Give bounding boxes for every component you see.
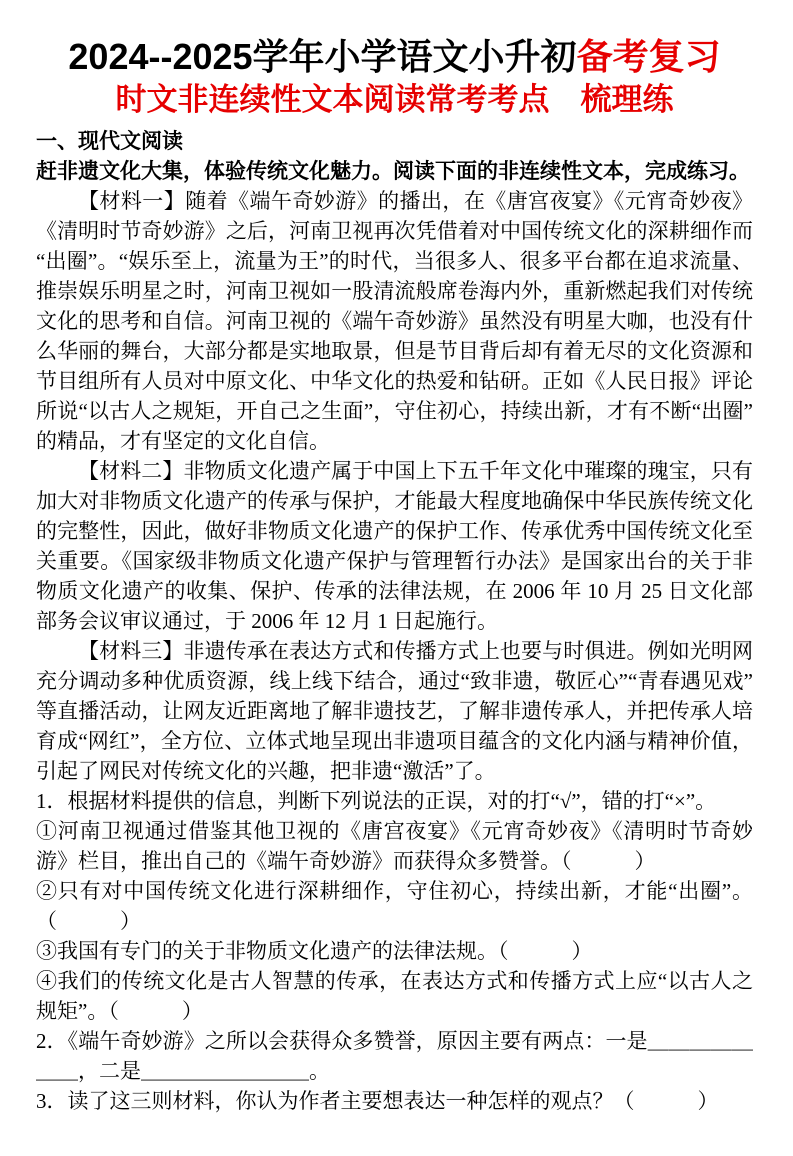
material-2-label: 【材料二】: [78, 459, 184, 484]
doc-title-black-part: 2024--2025学年小学语文小升初: [68, 36, 577, 77]
section-heading: 一、现代文阅读: [36, 129, 183, 154]
doc-title: [36, 34, 753, 79]
question-1-item-3: ③我国有专门的关于非物质文化遗产的法律法规。（ ）: [36, 939, 593, 964]
question-1-item-2: ②只有对中国传统文化进行深耕细作，守住初心，持续出新，才能“出圈”。（ ）: [36, 879, 753, 934]
doc-title-red-part: 备考复习: [576, 36, 721, 77]
material-1-text: 随着《端午奇妙游》的播出，在《唐宫夜宴》《元宵奇妙夜》《清明时节奇妙游》之后，河南卫视再次凭借着对中国传统文化的深耕细作而“出圈”。“娱乐至上，流量为王”的时代，当很多人、很多平台都在追求流量、推崇娱乐明星之时，河南卫视如一股清流般席卷海内外，重新燃起我们对传统文化的思考和自信。河南卫视的《端午奇妙游》虽然没有明星大咖，也没有什么华丽的舞台，大部分都是实地取景，但是节目背后却有着无尽的文化资源和节目组所有人员对中原文化、中华文化的热爱和钻研。正如《人民日报》评论所说“以古人之规矩，开自己之生面”，守住初心，持续出新，才有不断“出圈”的精品，才有坚定的文化自信。: [36, 189, 754, 454]
question-1-stem: 1．根据材料提供的信息，判断下列说法的正误，对的打“√”，错的打“×”。: [36, 789, 717, 814]
doc-subtitle: 时文非连续性文本阅读常考考点 梳理练: [115, 82, 674, 117]
material-1-label: 【材料一】: [78, 189, 186, 214]
material-3-label: 【材料三】: [78, 639, 184, 664]
material-3-text: 非遗传承在表达方式和传播方式上也要与时俱进。例如光明网充分调动多种优质资源，线上线下结合，通过“致非遗，敬匠心”“青春遇见戏”等直播活动，让网友近距离地了解非遗技艺，了解非遗传承人，并把传承人培育成“网红”，全方位、立体式地呈现出非遗项目蕴含的文化内涵与精神价值，引起了网民对传统文化的兴趣，把非遗“激活”了。: [36, 639, 753, 784]
material-2: [36, 456, 753, 636]
material-3: [36, 636, 753, 786]
material-1: [36, 186, 753, 456]
material-2-text: 非物质文化遗产属于中国上下五千年文化中璀璨的瑰宝，只有加大对非物质文化遗产的传承与保护，才能最大程度地确保中华民族传统文化的完整性，因此，做好非物质文化遗产的保护工作、传承优秀中国传统文化至关重要。《国家级非物质文化遗产保护与管理暂行办法》是国家出台的关于非物质文化遗产的收集、保护、传承的法律法规，在 2006 年 10 月 25 日文化部部务会议审议通过，于 2006 年 12 月 1 日起施行。: [36, 459, 753, 634]
question-1-item-1: ①河南卫视通过借鉴其他卫视的《唐宫夜宴》《元宵奇妙夜》《清明时节奇妙游》栏目，推出自己的《端午奇妙游》而获得众多赞誉。（ ）: [36, 819, 753, 874]
question-3: 3．读了这三则材料，你认为作者主要想表达一种怎样的观点？（ ）: [36, 1089, 719, 1114]
intro-line: 赶非遗文化大集，体验传统文化魅力。阅读下面的非连续性文本，完成练习。: [36, 159, 750, 184]
question-2: 2．《端午奇妙游》之所以会获得众多赞誉，原因主要有两点：一是＿＿＿＿＿＿＿，二是＿＿＿＿＿＿＿＿。: [36, 1029, 753, 1084]
question-1-item-4: ④我们的传统文化是古人智慧的传承，在表达方式和传播方式上应“以古人之规矩”。（ ）: [36, 969, 753, 1024]
doc-body: [36, 126, 753, 1116]
